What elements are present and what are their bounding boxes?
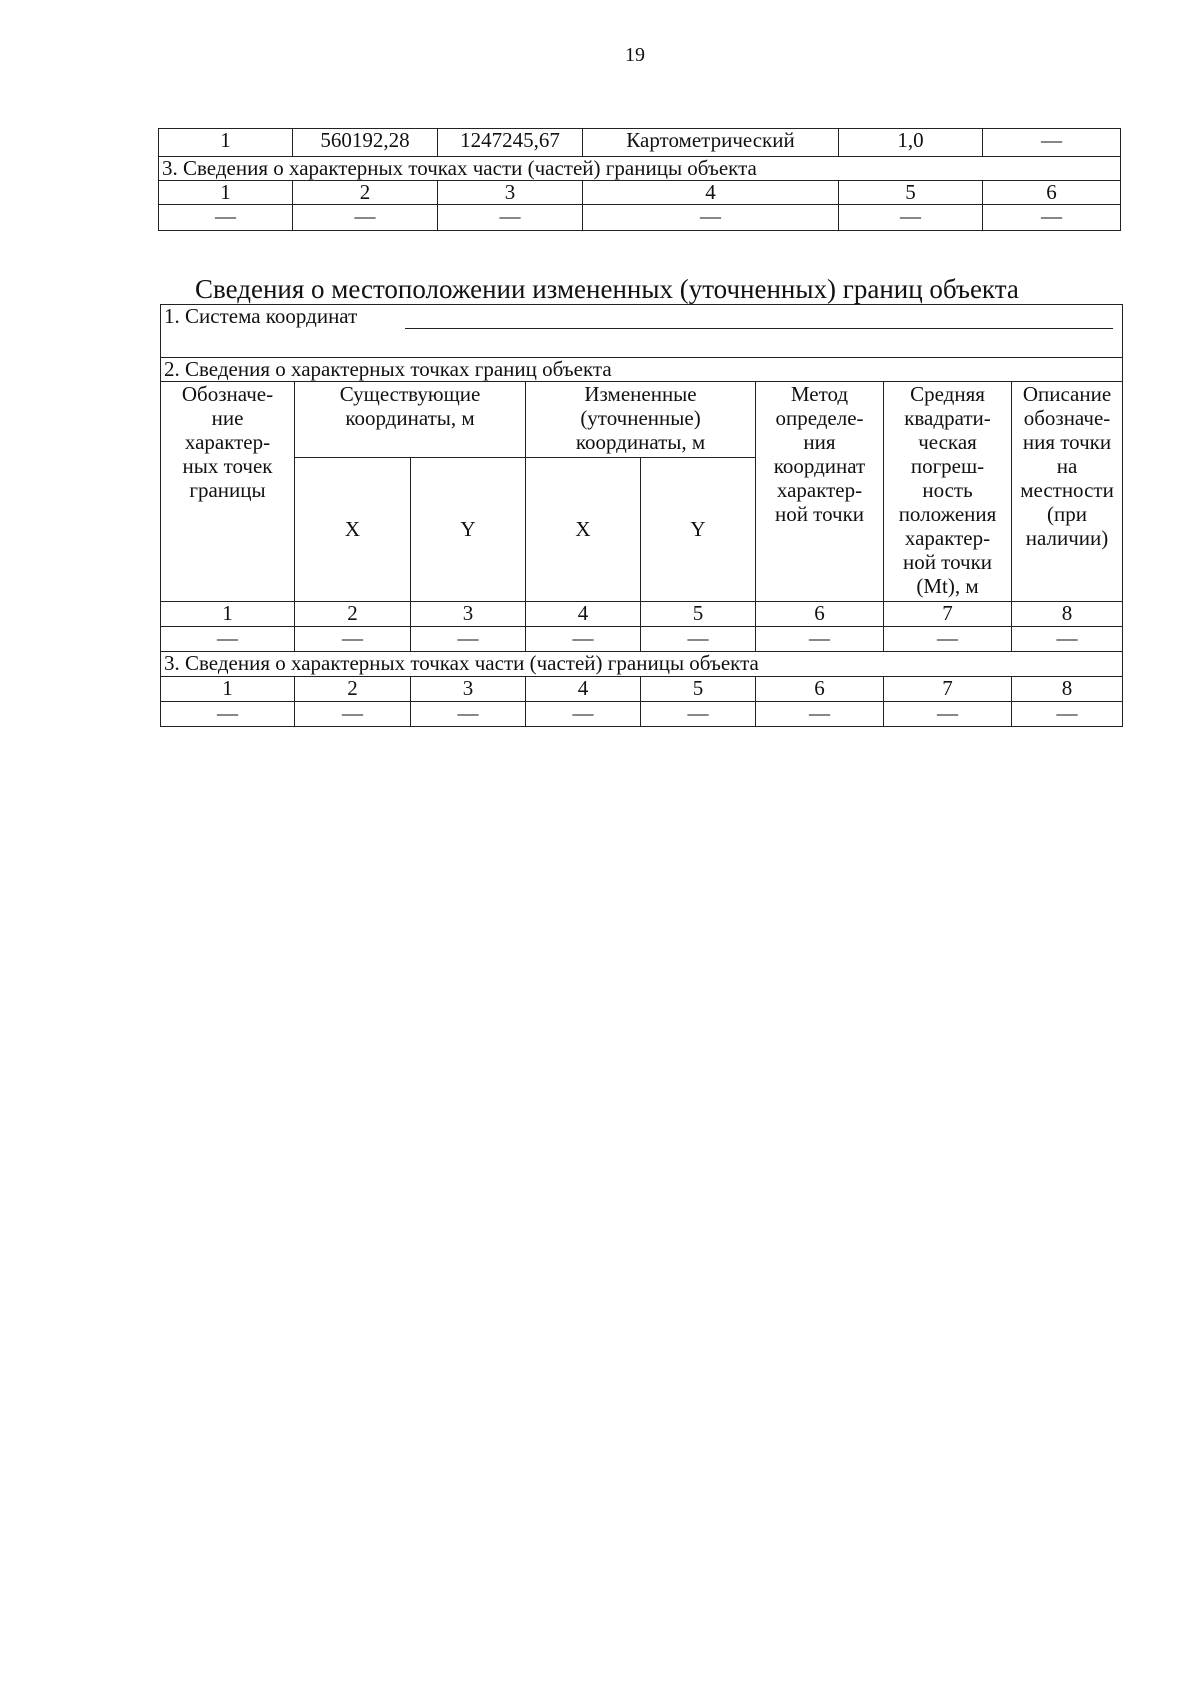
section-label: 2. Сведения о характерных точках границ объекта [161,358,1123,382]
cell: 4 [526,602,641,627]
header-y-existing: Y [411,458,526,602]
cell: — [159,205,293,231]
header-existing-coords: Существующие координаты, м [295,382,526,458]
cell: 5 [839,181,983,205]
cell: 3 [438,181,583,205]
table-row [161,602,1123,627]
cell: — [293,205,438,231]
continuation-table [158,128,1121,231]
cell: 3 [411,602,526,627]
cell: 1 [161,677,295,702]
cell: 6 [756,677,884,702]
boundary-table [160,304,1123,727]
cell: 4 [583,181,839,205]
cell: — [756,627,884,652]
cell: — [641,702,756,727]
coord-system-value [161,331,1123,358]
cell: 2 [295,602,411,627]
cell: — [884,702,1012,727]
cell: — [641,627,756,652]
header-mean-error: Средняя квадрати- ческая погреш- ность положения характер- ной точки (Mt), м [884,382,1012,602]
cell: — [526,702,641,727]
cell: — [438,205,583,231]
header-x-existing: X [295,458,411,602]
cell: 2 [293,181,438,205]
cell: 7 [884,602,1012,627]
table-row [161,627,1123,652]
cell: 6 [983,181,1121,205]
cell: — [884,627,1012,652]
header-method: Метод определе- ния координат характер- ной точки [756,382,884,602]
cell: — [839,205,983,231]
cell: 1247245,67 [438,129,583,157]
cell: Картометрический [583,129,839,157]
table-row [161,677,1123,702]
cell: 1,0 [839,129,983,157]
cell: 1 [159,129,293,157]
cell: 560192,28 [293,129,438,157]
cell: 8 [1012,677,1123,702]
section-label: 3. Сведения о характерных точках части (частей) границы объекта [159,157,1121,181]
coord-system-underline [405,328,1113,329]
cell: 8 [1012,602,1123,627]
header-description: Описание обозначе- ния точки на местности (при наличии) [1012,382,1123,602]
page-number: 19 [625,44,645,66]
cell: — [295,702,411,727]
cell: 5 [641,677,756,702]
cell: — [161,702,295,727]
cell: — [161,627,295,652]
cell: — [756,702,884,727]
header-y-changed: Y [641,458,756,602]
cell: — [583,205,839,231]
section-title: Сведения о местоположении измененных (уточненных) границ объекта [195,274,1019,304]
header-x-changed: X [526,458,641,602]
cell: — [983,129,1121,157]
header-changed-coords: Измененные (уточненные) координаты, м [526,382,756,458]
cell: 4 [526,677,641,702]
table-row [159,129,1121,157]
section-label: 3. Сведения о характерных точках части (частей) границы объекта [161,652,1123,677]
cell: — [1012,702,1123,727]
table-row [161,702,1123,727]
cell: — [983,205,1121,231]
cell: — [295,627,411,652]
header-designation: Обозначе- ние характер- ных точек границы [161,382,295,602]
cell: — [411,627,526,652]
cell: 2 [295,677,411,702]
cell: 3 [411,677,526,702]
cell: — [1012,627,1123,652]
cell: — [411,702,526,727]
cell: 1 [161,602,295,627]
cell: — [526,627,641,652]
coord-system-label: 1. Система координат [161,305,1123,331]
cell: 6 [756,602,884,627]
table-row [159,205,1121,231]
cell: 1 [159,181,293,205]
table-row [159,181,1121,205]
cell: 5 [641,602,756,627]
cell: 7 [884,677,1012,702]
